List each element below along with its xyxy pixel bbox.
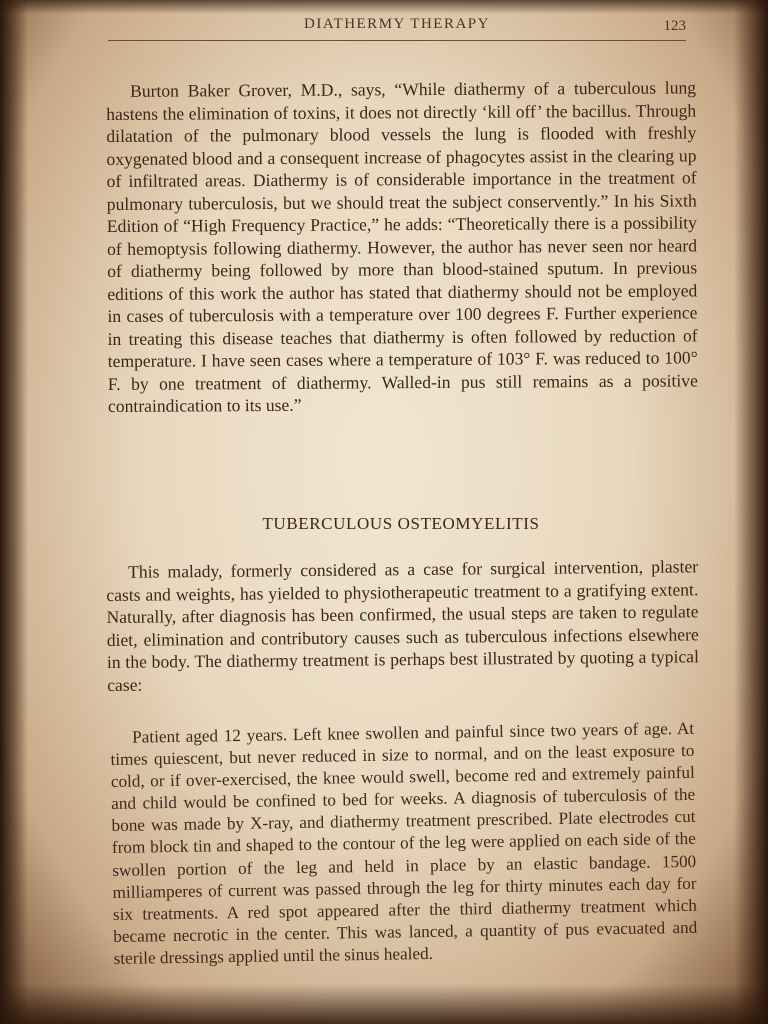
vignette-top — [0, 0, 768, 14]
page-header — [108, 16, 686, 38]
header-rule — [108, 40, 686, 41]
vignette-right — [734, 0, 768, 1024]
paragraph-case-report: Patient aged 12 years. Left knee swollen and painful since two years of age. At times quiescent, but never reduced in size to normal, and on the least exposure to cold, or if over-exercised, the knee would swell, become red and extremely painful and child would be confined to bed for weeks. A diagnosis of tuberculosis of the bone was made by X-ray, and diathermy treatment prescribed. Plate electrodes cut from block tin and shaped to the contour of the leg were applied on each side of the swollen portion of the leg and held in place by an elastic bandage. 1500 milliamperes of current was passed through the leg for thirty minutes each day for six treatments. A red spot appeared after the third diathermy treatment which became necrotic in the center. This was lanced, a quantity of pus evacuated and sterile dressings applied until the sinus healed. — [110, 719, 698, 969]
page-number: 123 — [663, 18, 686, 34]
running-head: DIATHERMY THERAPY — [304, 16, 490, 32]
section-heading: TUBERCULOUS OSTEOMYELITIS — [262, 514, 540, 533]
paragraph-osteomyelitis-intro: This malady, formerly considered as a case for surgical intervention, plaster casts and weights, has yielded to physiotherapeutic treatment to a gratifying extent. Naturally, after diagnosis has been confirmed, the usual steps are taken to regulate diet, elimination and contributory causes such as tuberculous infections elsewhere in the body. The diathermy treatment is perhaps best illustrated by quoting a typical case: — [106, 555, 700, 695]
paragraph-grover-quote: Burton Baker Grover, M.D., says, “While diathermy of a tuberculous lung hastens the elimination of toxins, it does not directly ‘kill off’ the bacillus. Through dilatation of the pulmonary blood vessels the lung is flooded with freshly oxygenated blood and a consequent increase of phagocytes assist in the clearing up of infiltrated areas. Diathermy is of considerable importance in the treatment of pulmonary tuberculosis, but we should treat the subject conservently.” In his Sixth Edition of “High Frequency Practice,” he adds: “Theoretically there is a possibility of hemoptysis following diathermy. However, the author has never seen nor heard of diathermy being followed by more than blood-stained sputum. In previous editions of this work the author has stated that diathermy should not be employed in cases of tuberculosis with a temperature over 100 degrees F. Further experience in treating this disease teaches that diathermy is often followed by reduction of temperature. I have seen cases where a temperature of 103° F. was reduced to 100° F. by one treatment of diathermy. Walled-in pus still remains as a positive contraindication to its use.” — [106, 76, 698, 416]
vignette-bottom — [0, 984, 768, 1024]
vignette-left — [0, 0, 28, 1024]
